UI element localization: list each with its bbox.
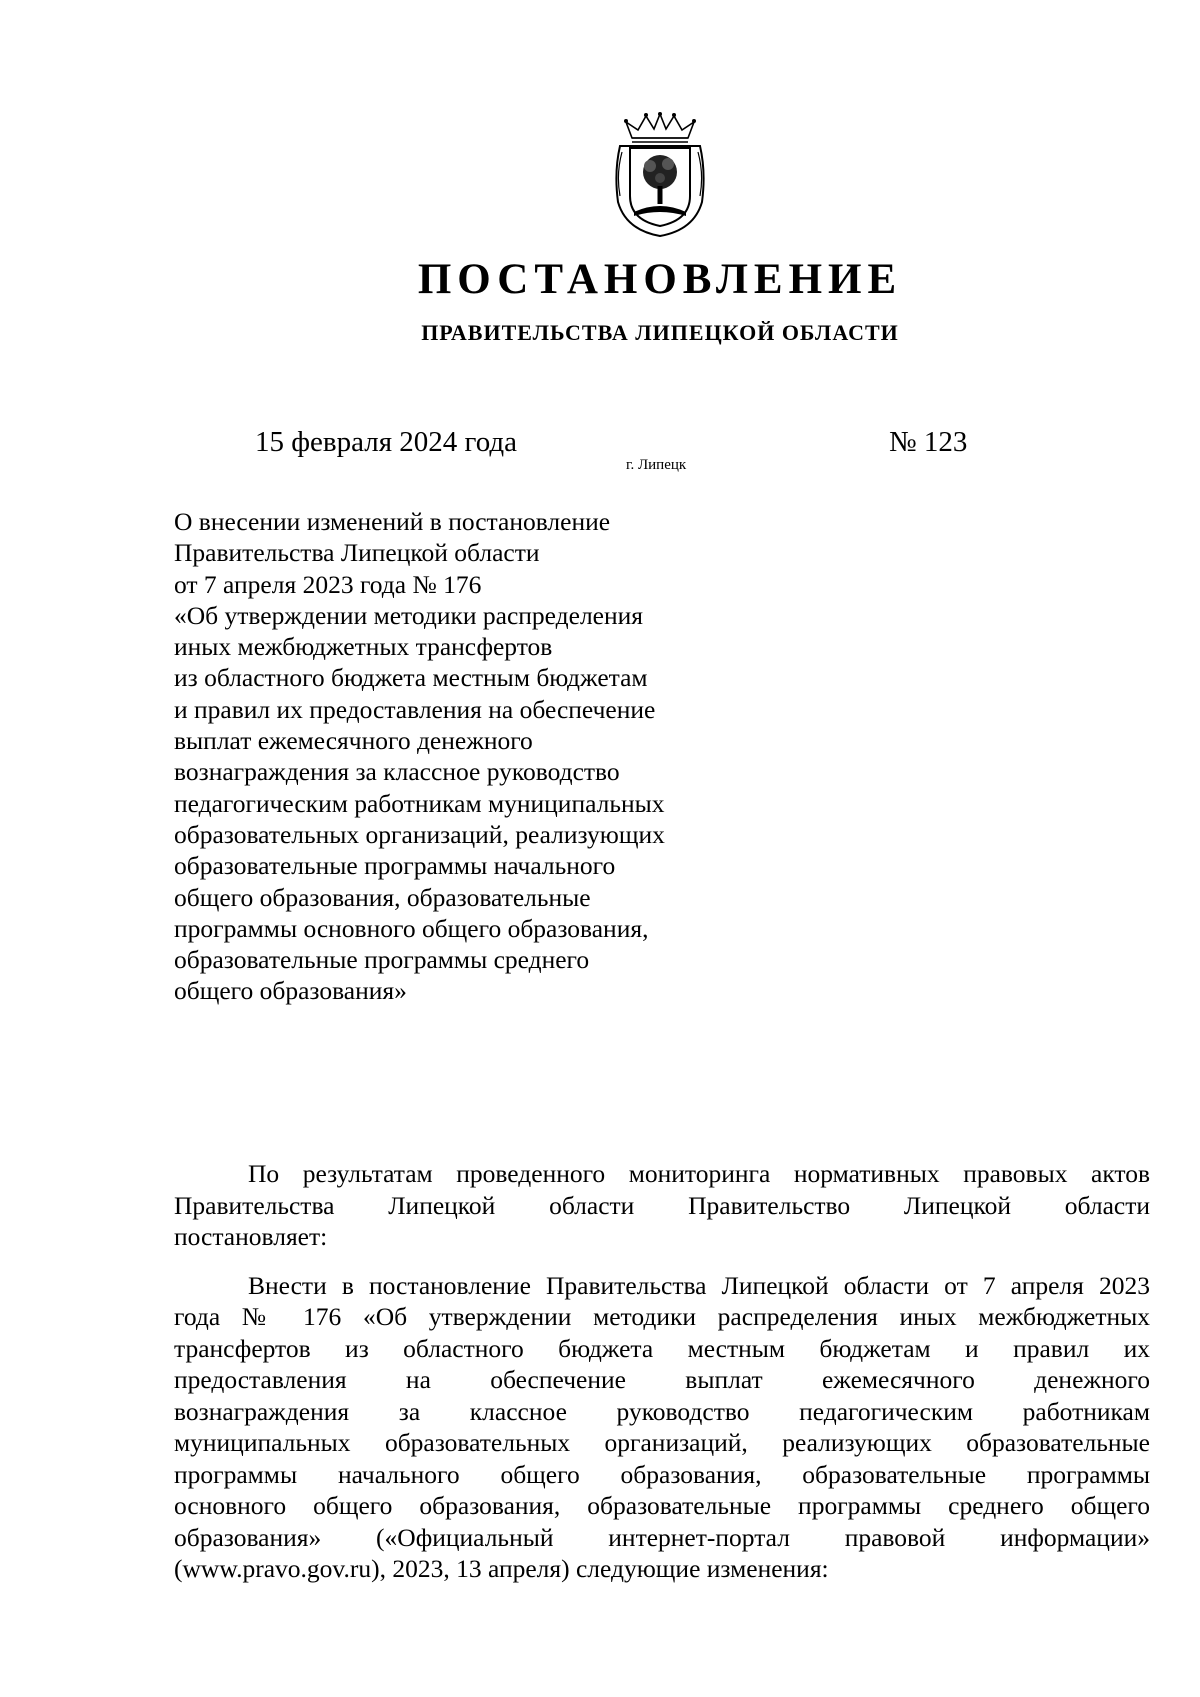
- document-body: [174, 1158, 1150, 1585]
- body-line: трансфертов из областного бюджета местным бюджетам и правил их: [174, 1333, 1150, 1363]
- subject-line: Правительства Липецкой области: [174, 538, 540, 568]
- document-city: г. Липецк: [626, 457, 687, 473]
- body-line: года № 176 «Об утверждении методики распределения иных межбюджетных: [174, 1302, 1150, 1331]
- document-subject: [174, 506, 794, 1007]
- body-paragraph-1: [174, 1158, 1150, 1253]
- subject-line: образовательные программы среднего: [174, 945, 590, 975]
- subject-line: образовательные программы начального: [174, 851, 616, 881]
- document-date: 15 февраля 2024 года: [255, 426, 518, 458]
- subject-line: вознаграждения за классное руководство: [174, 757, 620, 787]
- document-title: ПОСТАНОВЛЕНИЕ: [417, 256, 903, 303]
- subject-line: из областного бюджета местным бюджетам: [174, 663, 648, 693]
- subject-line: общего образования, образовательные: [174, 882, 591, 912]
- body-line: программы начального общего образования, образовательные программы: [174, 1459, 1150, 1489]
- lipetsk-region-coat-of-arms-icon: [612, 112, 708, 238]
- subject-line: программы основного общего образования,: [174, 913, 649, 943]
- subject-line: «Об утверждении методики распределения: [174, 600, 644, 630]
- document-number: № 123: [889, 426, 968, 458]
- subject-line: и правил их предоставления на обеспечение: [174, 694, 656, 724]
- subject-line: образовательных организаций, реализующих: [174, 819, 665, 849]
- subject-line: от 7 апреля 2023 года № 176: [174, 569, 482, 599]
- document-subtitle: ПРАВИТЕЛЬСТВА ЛИПЕЦКОЙ ОБЛАСТИ: [421, 320, 899, 345]
- subject-line: педагогическим работникам муниципальных: [174, 788, 665, 818]
- body-line: муниципальных образовательных организаций, реализующих образовательные: [174, 1428, 1150, 1457]
- body-line: (www.pravo.gov.ru), 2023, 13 апреля) следующие изменения:: [174, 1554, 829, 1583]
- subject-line: О внесении изменений в постановление: [174, 507, 611, 536]
- subject-line: выплат ежемесячного денежного: [174, 726, 533, 756]
- body-line: основного общего образования, образовательные программы среднего общего: [174, 1491, 1150, 1520]
- body-line: По результатам проведенного мониторинга нормативных правовых актов: [248, 1159, 1150, 1188]
- body-line: предоставления на обеспечение выплат ежемесячного денежного: [174, 1365, 1150, 1394]
- subject-line: иных межбюджетных трансфертов: [174, 632, 553, 662]
- subject-line: общего образования»: [174, 976, 407, 1006]
- body-line: вознаграждения за классное руководство педагогическим работникам: [174, 1396, 1150, 1426]
- body-line: Внести в постановление Правительства Липецкой области от 7 апреля 2023: [248, 1270, 1150, 1300]
- body-line: Правительства Липецкой области Правительство Липецкой области: [174, 1190, 1150, 1220]
- body-paragraph-2: [174, 1270, 1150, 1585]
- body-line: образования» («Официальный интернет-портал правовой информации»: [174, 1522, 1150, 1552]
- body-line: постановляет:: [174, 1222, 328, 1251]
